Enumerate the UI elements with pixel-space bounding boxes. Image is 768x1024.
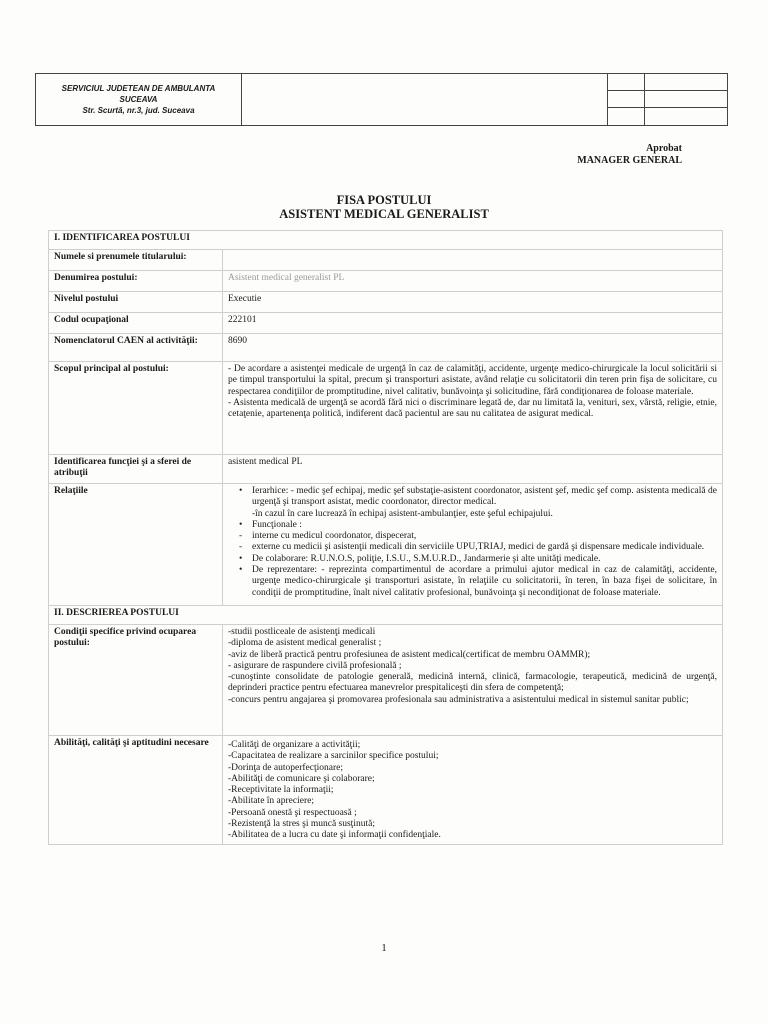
- relations-value: [223, 484, 723, 606]
- function-value: asistent medical PL: [223, 455, 723, 484]
- section-header-row: [49, 231, 723, 250]
- list-item: • De colaborare: R.U.N.O.S, poliţie, I.S.U., S.M.U.R.D., Jandarmerie şi alte unităţi medicale.: [239, 553, 601, 564]
- post-level-label: Nivelul postului: [49, 292, 223, 313]
- list-item: -Persoană onestă şi respectuoasă ;: [228, 807, 357, 818]
- list-item: -Dorinţa de autoperfecţionare;: [228, 762, 343, 773]
- section2-heading: II. DESCRIEREA POSTULUI: [49, 605, 723, 624]
- list-item: - asigurare de raspundere civilă profesională ;: [228, 660, 402, 671]
- section-header-row: [49, 605, 723, 624]
- holder-name-label: Numele si prenumele titularului:: [49, 250, 223, 271]
- table-row: [49, 624, 723, 735]
- document-subtitle: ASISTENT MEDICAL GENERALIST: [279, 207, 489, 221]
- list-item: -aviz de liberă practică pentru profesiunea de asistent medical(certificat de membru OAMMR);: [228, 649, 591, 660]
- post-level-value: Executie: [223, 292, 723, 313]
- post-name-label: Denumirea postului:: [49, 271, 223, 292]
- table-row: [49, 455, 723, 484]
- approval-role: MANAGER GENERAL: [577, 155, 682, 166]
- occupation-code-label: Codul ocupaţional: [49, 313, 223, 334]
- table-row: [49, 271, 723, 292]
- abilities-label: Abilităţi, calităţi şi aptitudini necesare: [49, 735, 223, 844]
- table-row: [49, 334, 723, 362]
- caen-label: Nomenclatorul CAEN al activităţii:: [49, 334, 223, 362]
- relations-label: Relaţiile: [49, 484, 223, 606]
- function-label: Identificarea funcţiei şi a sferei de atribuţii: [49, 455, 223, 484]
- holder-name-value: [223, 250, 723, 271]
- org-name-line1: SERVICIUL JUDETEAN DE AMBULANTA: [61, 84, 216, 93]
- list-item: -diploma de asistent medical generalist ;: [228, 638, 382, 649]
- caen-value: 8690: [223, 334, 723, 362]
- list-item: • Funcţionale :: [239, 519, 302, 530]
- list-item: -Rezistenţă la stres şi muncă susţinută;: [228, 819, 375, 830]
- list-item: -Calităţi de organizare a activităţii;: [228, 739, 361, 750]
- org-address: Str. Scurtă, nr.3, jud. Suceava: [82, 106, 195, 115]
- list-item: - interne cu medicul coordonator, dispecerat,: [239, 531, 417, 542]
- document-header-box: [35, 73, 728, 126]
- page-number: 1: [381, 942, 387, 954]
- scope-paragraph-1: - De acordare a asistenţei medicale de urgenţă în caz de calamităţi, accidente, urgenţe medico-chirurgicale la locul solicitării si pe timpul transportului la spital, precum şi transporturi asistate, având relaţie cu solicitatorii din teren prin fişa de solicitare, cu respectarea condiţiilor de promptitudine, nivel calitativ, bunăvoinţa şi solicitudine, fără condiţionarea de foloase materiale.: [228, 364, 717, 397]
- document-title: FISA POSTULUI: [336, 193, 432, 207]
- table-row: [49, 313, 723, 334]
- relations-list: [237, 486, 717, 599]
- organization-block: [36, 74, 242, 125]
- header-empty-cell: [242, 74, 608, 125]
- list-item: -studii postliceale de asistenţi medicali: [228, 626, 376, 637]
- list-item: • De reprezentare: - reprezinta compartimentul de acordare a primului ajutor medical in caz de calamităţi, accidente, urgenţe medico-chirurgicale şi transporturi asistate, în relaţiile cu solicitatorii, în teren, în baza fişei de solicitare, în condiţii de promptitudine, înalt nivel calitativ profesional, bunăvoinţa şi necondiţionat de foloase materiale.: [239, 565, 717, 598]
- conditions-label: Condiţii specifice privind ocuparea postului:: [49, 624, 223, 735]
- list-item: • Ierarhice: - medic şef echipaj, medic şef substaţie-asistent coordonator, asistent şef, medic şef comp. asistenta medicală de urgenţă şi transport asistat, medic coordonator, director medical.: [239, 486, 717, 508]
- job-description-table: [48, 230, 723, 845]
- abilities-value: [223, 735, 723, 844]
- header-grid-cell: [608, 74, 727, 125]
- scope-value: [223, 362, 723, 455]
- table-row: [49, 484, 723, 606]
- list-item: -Abilitate în apreciere;: [228, 796, 314, 807]
- conditions-value: [223, 624, 723, 735]
- approval-block: [577, 143, 682, 167]
- list-item: -Capacitatea de realizare a sarcinilor specifice postului;: [228, 751, 439, 762]
- table-row: [49, 250, 723, 271]
- list-item: -Receptivitate la informaţii;: [228, 785, 334, 796]
- section1-heading: I. IDENTIFICAREA POSTULUI: [49, 231, 723, 250]
- table-row: [49, 362, 723, 455]
- list-item: - externe cu medicii şi asistenţii medicali din serviciile UPU,TRIAJ, medici de gardă şi dispensare medicale individuale.: [239, 542, 705, 553]
- list-item: -în cazul în care lucrează în echipaj asistent-ambulanţier, este şeful echipajului.: [252, 508, 553, 519]
- list-item: -cunoştinte consolidate de patologie generală, medicină internă, clinică, farmacologie, terapeutică, medicină de urgenţă, deprinderi practice pentru efectuarea manevrelor prespitaliceşti din sfera de competenţă;: [228, 672, 717, 694]
- scope-label: Scopul principal al postului:: [49, 362, 223, 455]
- post-name-value: Asistent medical generalist PL: [223, 271, 723, 292]
- table-row: [49, 735, 723, 844]
- org-name-line2: SUCEAVA: [119, 95, 158, 104]
- approval-label: Aprobat: [646, 143, 682, 154]
- list-item: -concurs pentru angajarea şi promovarea profesionala sau administrativa a asistentului medical in sistemul sanitar public;: [228, 694, 689, 705]
- list-item: -Abilitatea de a lucra cu date şi informaţii confidenţiale.: [228, 830, 441, 841]
- list-item: -Abilităţi de comunicare şi colaborare;: [228, 773, 375, 784]
- table-row: [49, 292, 723, 313]
- scope-paragraph-2: - Asistenta medicală de urgenţă se acordă fără nici o discriminare legată de, dar nu limitată la, venituri, sex, vârstă, religie, etnie, cetaţenie, apartenenţa politică, indiferent dacă pacientul are sau nu calitatea de asigurat medical.: [228, 397, 717, 420]
- occupation-code-value: 222101: [223, 313, 723, 334]
